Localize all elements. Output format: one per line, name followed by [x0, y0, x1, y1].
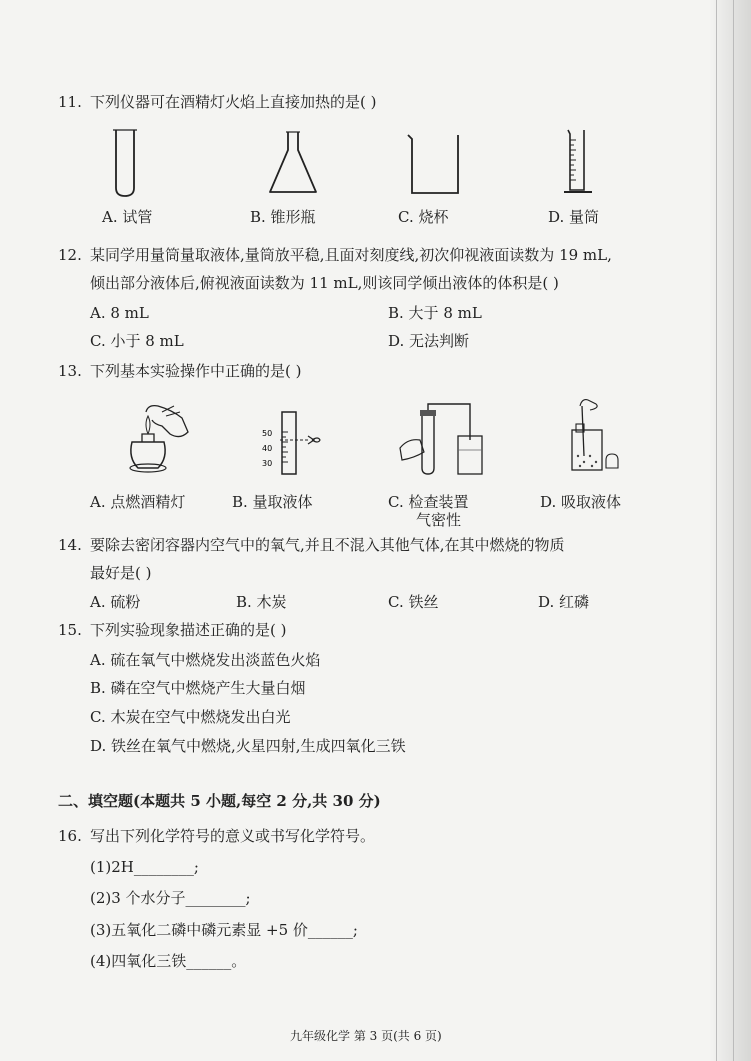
- alcohol-lamp-lighting-figure: [118, 402, 198, 482]
- question-13-stem: 下列基本实验操作中正确的是( ): [90, 362, 302, 380]
- page-edge-line: [716, 0, 717, 1061]
- question-number: 14.: [58, 536, 82, 554]
- scale-label-30: 30: [262, 459, 273, 468]
- option-a[interactable]: A. 硫在氧气中燃烧发出淡蓝色火焰: [90, 651, 321, 669]
- scale-labels: [262, 424, 282, 474]
- question-number: 13.: [58, 362, 82, 380]
- option-d[interactable]: D. 铁丝在氧气中燃烧,火星四射,生成四氧化三铁: [90, 737, 406, 755]
- question-14-line1: 要除去密闭容器内空气中的氧气,并且不混入其他气体,在其中燃烧的物质: [90, 536, 565, 554]
- question-number: 16.: [58, 827, 82, 845]
- question-number: 15.: [58, 621, 82, 639]
- option-c[interactable]: C. 烧杯: [398, 208, 449, 226]
- option-c[interactable]: C. 木炭在空气中燃烧发出白光: [90, 708, 291, 726]
- question-14-line2: 最好是( ): [90, 564, 152, 582]
- option-a[interactable]: A. 硫粉: [90, 593, 141, 611]
- option-d[interactable]: D. 量筒: [548, 208, 600, 226]
- option-c[interactable]: C. 小于 8 mL: [90, 332, 184, 350]
- question-16-stem: 写出下列化学符号的意义或书写化学符号。: [90, 827, 376, 845]
- option-c-line2: 气密性: [416, 511, 462, 529]
- option-d[interactable]: D. 吸取液体: [540, 493, 622, 511]
- page-edge-line: [733, 0, 734, 1061]
- option-d[interactable]: D. 红磷: [538, 593, 590, 611]
- option-b[interactable]: B. 木炭: [236, 593, 287, 611]
- airtightness-check-figure: [396, 400, 496, 480]
- section-heading: 二、填空题(本题共 5 小题,每空 2 分,共 30 分): [58, 792, 381, 810]
- dropper-figure: [560, 396, 630, 476]
- option-b[interactable]: B. 大于 8 mL: [388, 304, 482, 322]
- option-b[interactable]: B. 量取液体: [232, 493, 313, 511]
- question-11-stem: 下列仪器可在酒精灯火焰上直接加热的是( ): [90, 93, 377, 111]
- option-c[interactable]: C. 铁丝: [388, 593, 439, 611]
- option-a[interactable]: A. 点燃酒精灯: [90, 493, 186, 511]
- question-number: 12.: [58, 246, 82, 264]
- fill-blank-item-4[interactable]: (4)四氧化三铁______。: [90, 952, 247, 970]
- option-a[interactable]: A. 8 mL: [90, 304, 149, 322]
- option-d[interactable]: D. 无法判断: [388, 332, 470, 350]
- fill-blank-item-3[interactable]: (3)五氧化二磷中磷元素显 +5 价______;: [90, 921, 358, 939]
- option-c[interactable]: C. 检查装置: [388, 493, 469, 511]
- option-a[interactable]: A. 试管: [102, 208, 153, 226]
- page-footer: 九年级化学 第 3 页(共 6 页): [290, 1029, 442, 1043]
- question-number: 11.: [58, 93, 82, 111]
- fill-blank-item-2[interactable]: (2)3 个水分子________;: [90, 889, 251, 907]
- scale-label-50: 50: [262, 429, 273, 438]
- question-12-line2: 倾出部分液体后,俯视液面读数为 11 mL,则该同学倾出液体的体积是( ): [90, 274, 559, 292]
- question-12-line1: 某同学用量筒量取液体,量筒放平稳,且面对刻度线,初次仰视液面读数为 19 mL,: [90, 246, 612, 264]
- scale-label-40: 40: [262, 444, 273, 453]
- test-tube-figure: [112, 128, 142, 200]
- option-b[interactable]: B. 磷在空气中燃烧产生大量白烟: [90, 679, 306, 697]
- beaker-figure: [406, 133, 466, 199]
- option-b[interactable]: B. 锥形瓶: [250, 208, 316, 226]
- question-15-stem: 下列实验现象描述正确的是( ): [90, 621, 287, 639]
- graduated-cylinder-figure: [560, 128, 610, 200]
- fill-blank-item-1[interactable]: (1)2H________;: [90, 858, 199, 876]
- conical-flask-figure: [266, 130, 326, 198]
